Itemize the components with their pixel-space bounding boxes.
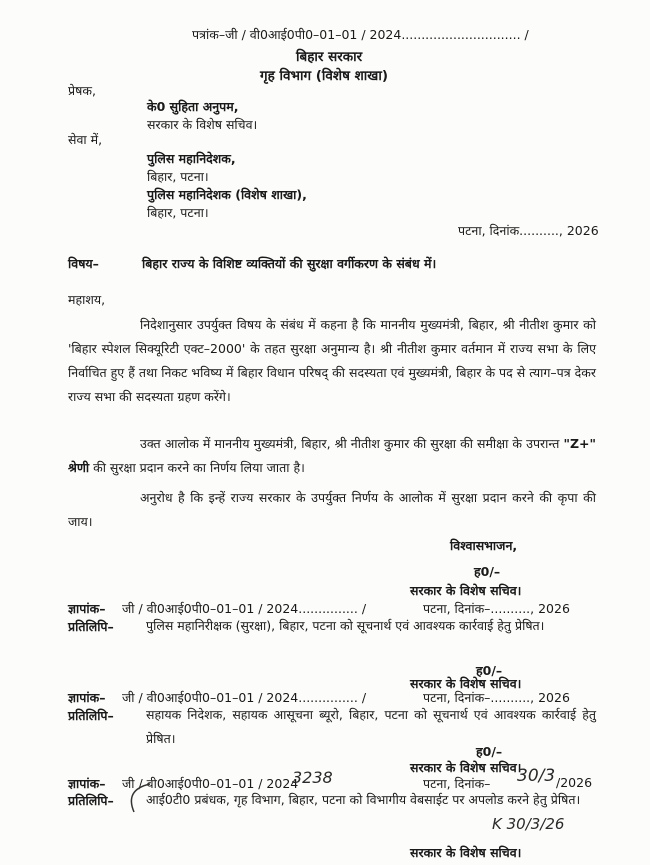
closing: विश्वासभाजन, [450, 538, 518, 553]
gyapank-label-2: ज्ञापांक– [68, 690, 106, 705]
signatory-title-3: सरकार के विशेष सचिव। [410, 845, 522, 860]
sender-label: प्रेषक, [68, 83, 96, 98]
recipient-1-line2: बिहार, पटना। [147, 169, 209, 184]
gyapank-number-1: जी / वी0आई0पी0–01–01 / 2024............... / [122, 601, 367, 616]
gyapank-label-3: ज्ञापांक– [68, 776, 106, 791]
gyapank-date-2: पटना, दिनांक–.........., 2026 [423, 690, 570, 705]
signed-mark-1: ह0/– [476, 663, 503, 678]
date-year-3: /2026 [556, 775, 593, 790]
signed-mark-2: ह0/– [476, 744, 503, 759]
z-plus-category: "Z+" श्रेणी [68, 436, 596, 475]
patrank-number: पत्रांक–जी / वी0आई0पी0–01–01 / 2024.............................. / [192, 27, 529, 42]
copy-label-1: प्रतिलिपि– [68, 619, 114, 634]
copy-text-3: आई0टी0 प्रबंधक, गृह विभाग, बिहार, पटना को विभागीय वेबसाईट पर अपलोड करने हेतु प्रेषित। [146, 792, 581, 807]
signatory-title-2: सरकार के विशेष सचिव। [410, 760, 522, 775]
recipient-1-line1: पुलिस महानिदेशक, [147, 151, 236, 166]
gyapank-label-1: ज्ञापांक– [68, 601, 106, 616]
copy-label-3: प्रतिलिपि– [68, 793, 114, 808]
government-heading: बिहार सरकार [296, 49, 363, 65]
signatory-title-1: सरकार के विशेष सचिव। [410, 676, 522, 691]
copy-text-1: पुलिस महानिरीक्षक (सुरक्षा), बिहार, पटना को सूचनार्थ एवं आवश्यक कार्रवाई हेतु प्रेषित। [146, 618, 545, 633]
subject-label: विषय– [68, 256, 99, 271]
handwritten-date: 30/3 [517, 766, 556, 786]
copy-text-2: सहायक निदेशक, सहायक आसूचना ब्यूरो, बिहार, पटना को सूचनार्थ एवं आवश्यक कार्रवाई हेतु प्रेषित। [146, 707, 596, 746]
recipient-label: सेवा में, [68, 132, 103, 147]
signed-mark: ह0/– [474, 564, 501, 579]
body-paragraph-3: अनुरोध है कि इन्हें राज्य सरकार के उपर्युक्त निर्णय के आलोक में सुरक्षा प्रदान करने की कृपा की जाय। [68, 490, 596, 529]
department-heading: गृह विभाग (विशेष शाखा) [260, 68, 388, 84]
signatory-title: सरकार के विशेष सचिव। [410, 583, 522, 598]
subject-text: बिहार राज्य के विशिष्ट व्यक्तियों की सुरक्षा वर्गीकरण के संबंध में। [142, 256, 437, 271]
gyapank-date-1: पटना, दिनांक–.........., 2026 [423, 601, 570, 616]
pen-bracket-mark [120, 778, 160, 818]
gyapank-number-3: जी / वी0आई0पी0–01–01 / 2024 [122, 776, 299, 791]
sender-title: सरकार के विशेष सचिव। [147, 117, 258, 132]
body-paragraph-1: निदेशानुसार उपर्युक्त विषय के संबंध में कहना है कि माननीय मुख्यमंत्री, बिहार, श्री नीतीश कुमार को 'बिहार स्पेशल सिक्यूरिटी एक्ट–2000' के तहत सुरक्षा अनुमान्य है। श्री नीतीश कुमार वर्तमान में राज्य सभा के लिए निर्वाचित हुए हैं तथा निकट भविष्य में बिहार विधान परिषद् की सदस्यता एवं मुख्यमंत्री, बिहार के पद से त्याग–पत्र देकर राज्य सभा की सदस्यता ग्रहण करेंगे। [68, 317, 596, 404]
sender-name: के0 सुहिता अनुपम, [147, 99, 239, 114]
recipient-2-line2: बिहार, पटना। [147, 205, 209, 220]
place-date: पटना, दिनांक.........., 2026 [458, 223, 599, 238]
salutation: महाशय, [68, 292, 106, 307]
gyapank-number-2: जी / वी0आई0पी0–01–01 / 2024............... / [122, 690, 367, 705]
handwritten-number: 3238 [292, 768, 333, 787]
gyapank-date-3: पटना, दिनांक– [423, 776, 491, 791]
copy-label-2: प्रतिलिपि– [68, 708, 114, 723]
body-paragraph-2: उक्त आलोक में माननीय मुख्यमंत्री, बिहार, श्री नीतीश कुमार की सुरक्षा की समीक्षा के उपरान्त "Z+" श्रेणी की सुरक्षा प्रदान करने का निर्णय लिया जाता है। [68, 436, 596, 475]
handwritten-initials: K 30/3/26 [492, 815, 565, 833]
recipient-2-line1: पुलिस महानिदेशक (विशेष शाखा), [147, 187, 307, 202]
